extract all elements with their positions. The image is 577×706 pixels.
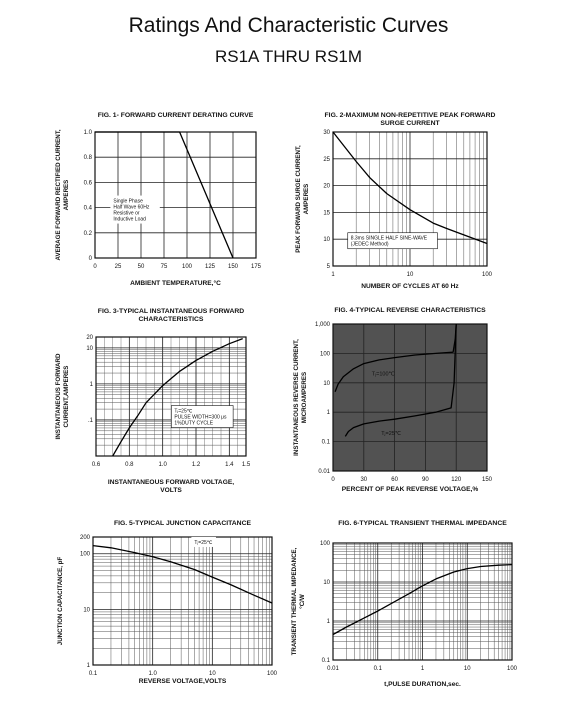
fig4-ylabel: INSTANTANEOUS REVERSE CURRENT,	[293, 339, 300, 456]
fig3-ylabel: CURRENT,AMPERES	[63, 365, 70, 428]
fig2-xtick-label: 10	[406, 272, 414, 278]
fig1-annotation-text: Resistive or	[113, 210, 140, 217]
fig5-ytick-label: 100	[79, 551, 90, 558]
fig5-ytick-label: 10	[83, 607, 90, 614]
fig6-chart	[291, 520, 518, 688]
fig6-xtick-label: 0.01	[327, 666, 339, 672]
fig5-xtick-label: 1.0	[148, 671, 157, 677]
fig6-xlabel: t,PULSE DURATION,sec.	[384, 681, 461, 688]
fig2-annotation-text: (JEDEC Method)	[350, 241, 389, 248]
fig4-ytick-label: 10	[323, 380, 330, 387]
fig3-xlabel: INSTANTANEOUS FORWARD VOLTAGE,	[107, 479, 235, 486]
fig5-xtick-label: 10	[208, 671, 216, 677]
fig6-xtick-label: 1	[420, 666, 425, 672]
fig1-ylabel: AMPERES	[63, 179, 70, 211]
fig6-ytick-label: 10	[323, 580, 330, 586]
fig5-title: FIG. 5-TYPICAL JUNCTION CAPACITANCE	[113, 520, 252, 527]
fig4-ytick-label: 100	[319, 351, 330, 358]
fig6-xtick-label: 100	[506, 666, 518, 672]
fig3-chart	[55, 308, 251, 494]
fig3-ytick-label: .1	[87, 417, 93, 424]
fig6-ytick-label: 1	[326, 619, 330, 625]
fig2-xlabel: NUMBER OF CYCLES AT 60 Hz	[361, 283, 459, 290]
fig1-xlabel: AMBIENT TEMPERATURE,°C	[130, 280, 221, 287]
fig2-title: FIG. 2-MAXIMUM NON-REPETITIVE PEAK FORWARD	[324, 112, 496, 119]
fig3-annotation-text: 1%DUTY CYCLE	[174, 420, 214, 427]
fig3-xtick-label: 1.4	[225, 462, 234, 468]
fig4-series-label: Tⱼ=25℃	[381, 431, 402, 438]
fig3-xtick-label: 1.2	[191, 462, 201, 468]
fig4-title: FIG. 4-TYPICAL REVERSE CHARACTERISTICS	[334, 307, 486, 314]
fig1-ytick-label: 0	[88, 256, 92, 262]
fig4-ytick-label: 0.1	[321, 439, 330, 446]
fig6-title: FIG. 6-TYPICAL TRANSIENT THERMAL IMPEDANCE	[338, 520, 507, 527]
fig2-ylabel: AMPERES	[303, 183, 310, 215]
fig6-xtick-label: 0.1	[373, 666, 382, 672]
fig4-ylabel: MICROAMPERES	[301, 371, 308, 424]
fig1-ylabel: AVERAGE FORWARD RECTIFIED CURRENT,	[55, 129, 62, 261]
fig5-ylabel: JUNCTION CAPACITANCE, pF	[57, 556, 64, 646]
fig3-series-line-0	[113, 339, 243, 456]
fig2-title: SURGE CURRENT	[380, 120, 440, 127]
fig2-annotation-text: 8.3ms SINGLE HALF SINE-WAVE	[350, 235, 428, 242]
fig1-ytick-label: 0.6	[83, 180, 92, 187]
fig6-ylabel: TRANSIENT THERMAL IMPEDANCE,	[291, 547, 298, 656]
fig1-xtick-label: 25	[114, 264, 122, 270]
fig3-xtick-label: 0.6	[91, 462, 101, 468]
fig5-xlabel: REVERSE VOLTAGE,VOLTS	[138, 678, 227, 685]
fig4-series-label: Tⱼ=100℃	[371, 371, 395, 378]
fig1-annotation-text: Single Phase	[113, 198, 143, 205]
fig4-ytick-label: 1	[326, 410, 330, 417]
fig4-xtick-label: 150	[481, 477, 493, 483]
fig3-xtick-label: 1.0	[158, 462, 167, 468]
page-title: Ratings And Characteristic Curves	[128, 14, 449, 37]
fig2-ytick-label: 30	[323, 130, 330, 136]
fig2-ytick-label: 25	[323, 156, 330, 163]
fig3-annotation-text: PULSE WIDTH=300 μs	[174, 414, 227, 421]
fig1-xtick-label: 150	[227, 264, 239, 270]
fig4-xtick-label: 0	[331, 477, 335, 483]
fig4-xtick-label: 90	[422, 477, 429, 483]
fig3-ytick-label: 1	[89, 381, 93, 388]
fig5-annotation-text: Tⱼ=25℃	[194, 539, 213, 546]
fig5-chart	[57, 520, 278, 685]
fig1-xtick-label: 100	[181, 264, 193, 270]
fig4-xlabel: PERCENT OF PEAK REVERSE VOLTAGE,%	[341, 486, 479, 493]
fig6-ylabel: °C/W	[299, 594, 306, 609]
fig1-xtick-label: 0	[93, 264, 97, 270]
fig4-chart	[293, 307, 493, 493]
fig5-xtick-label: 0.1	[88, 671, 98, 677]
fig3-xtick-label: 1.5	[241, 462, 251, 468]
fig2-ylabel: PEAK FORWARD SURGE CURRENT,	[295, 145, 302, 253]
fig6-xtick-label: 10	[463, 666, 471, 672]
fig1-chart	[55, 112, 262, 287]
fig3-xlabel: VOLTS	[160, 487, 182, 494]
fig4-xtick-label: 60	[391, 477, 398, 483]
fig6-ytick-label: 0.1	[321, 658, 330, 664]
fig1-xtick-label: 125	[204, 264, 216, 270]
fig2-ytick-label: 10	[323, 237, 330, 244]
fig4-ytick-label: 0.01	[318, 469, 330, 475]
fig3-xtick-label: 0.8	[125, 462, 134, 468]
fig1-xtick-label: 75	[160, 264, 168, 270]
fig4-ytick-label: 1,000	[314, 322, 330, 328]
fig2-ytick-label: 5	[326, 264, 330, 270]
fig4-xtick-label: 30	[360, 477, 368, 483]
fig2-xtick-label: 1	[331, 272, 335, 278]
fig3-ytick-label: 10	[86, 345, 93, 352]
fig5-ytick-label: 200	[79, 535, 90, 541]
fig1-annotation-text: Inductive Load	[113, 216, 146, 223]
fig6-ytick-label: 100	[319, 541, 330, 547]
page-subtitle: RS1A THRU RS1M	[214, 47, 363, 66]
fig1-ytick-label: 0.8	[83, 155, 92, 162]
fig1-ytick-label: 1.0	[83, 130, 92, 136]
fig3-ylabel: INSTANTANEOUS FORWARD	[55, 353, 62, 440]
fig5-series-line-0	[93, 546, 272, 603]
fig3-title: CHARACTERISTICS	[138, 316, 204, 323]
fig2-xtick-label: 100	[481, 272, 493, 278]
fig1-xtick-label: 50	[137, 264, 145, 270]
fig5-ytick-label: 1	[86, 663, 90, 669]
fig2-chart	[295, 112, 496, 290]
fig2-ytick-label: 15	[323, 210, 330, 217]
fig2-ytick-label: 20	[323, 183, 330, 190]
fig3-title: FIG. 3-TYPICAL INSTANTANEOUS FORWARD	[97, 308, 245, 315]
fig1-title: FIG. 1- FORWARD CURRENT DERATING CURVE	[97, 112, 254, 119]
fig3-annotation-text: Tⱼ=25℃	[174, 408, 193, 415]
fig1-xtick-label: 175	[250, 264, 262, 270]
fig1-annotation-text: Half Wave 60Hz	[113, 204, 150, 211]
fig1-ytick-label: 0.2	[83, 230, 92, 237]
fig4-xtick-label: 120	[451, 477, 462, 483]
fig5-xtick-label: 100	[266, 671, 278, 677]
fig1-frame	[95, 132, 256, 258]
fig1-ytick-label: 0.4	[83, 205, 92, 212]
fig3-ytick-label: 20	[86, 335, 93, 341]
